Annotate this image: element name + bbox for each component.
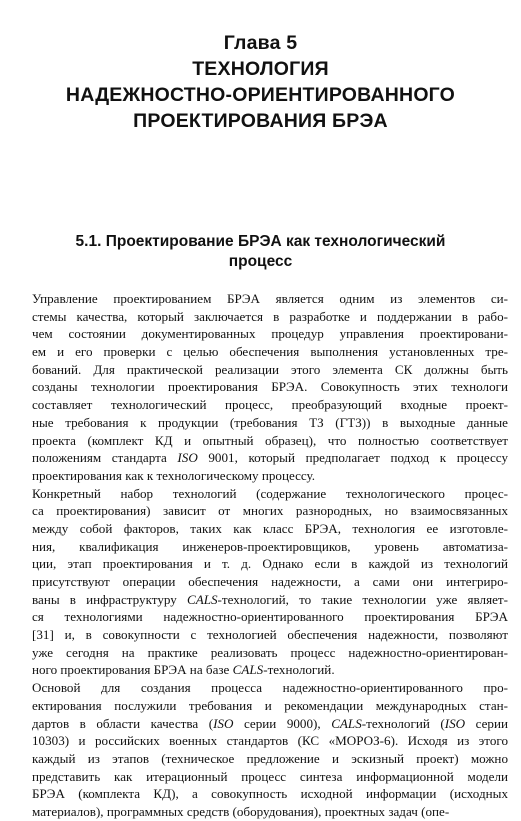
paragraph-line: ся технологиями надежностно-ориентированного проектирования БРЭА	[32, 609, 508, 625]
paragraph-line: БРЭА (комплекта КД), а совокупность исходной информации (исходных	[32, 786, 508, 802]
paragraph-line: материалов), программных средств (оборудования), проектных задач (опе-	[32, 803, 450, 819]
paragraph-line: са проектирования) зависит от многих разнородных, но взаимосвязанных	[32, 503, 508, 519]
paragraph-line: ваны в инфраструктуру CALS-технологий, то такие технологии уже являет-	[32, 591, 508, 607]
paragraph-line: каждый из этапов (техническое предложение и эскизный проект) можно	[32, 750, 508, 766]
paragraph-line: присутствуют операции обеспечения надежности, а сами они интегриро-	[32, 574, 508, 589]
paragraph-line: составляет технологический процесс, преобразующий входные проект-	[32, 397, 508, 413]
paragraph-line: [31] и, в совокупности с технологией обеспечения надежности, позволяют	[32, 627, 508, 643]
paragraph-line: Основой для создания процесса надежностно-ориентированного про-	[32, 680, 508, 696]
section-heading	[0, 232, 521, 272]
paragraph-line: Управление проектированием БРЭА является одним из элементов си-	[32, 291, 508, 306]
paragraph-line: положениям стандарта ISO 9001, который предполагает подход к процессу	[32, 450, 508, 466]
section-title-line-1: 5.1. Проектирование БРЭА как технологический	[75, 233, 446, 250]
section-title-line-2: процесс	[228, 253, 293, 270]
chapter-number: Глава 5	[223, 32, 298, 54]
paragraph-line: ем и его проверки с целью обеспечения выполнения установленных тре-	[32, 344, 508, 360]
paragraph-line: бований. Для практической реализации этого элемента СК должны быть	[32, 361, 508, 377]
paragraph-line: Конкретный набор технологий (содержание технологического процес-	[32, 485, 508, 501]
paragraph-line: стемы качества, который заключается в разработке и поддержании в рабо-	[32, 308, 508, 324]
chapter-heading	[0, 30, 521, 134]
chapter-title-line-3: ПРОЕКТИРОВАНИЯ БРЭА	[133, 110, 388, 132]
paragraph-line: ного проектирования БРЭА на базе CALS-технологий.	[32, 662, 335, 678]
paragraph	[32, 485, 508, 680]
paragraph-line: 10303) и российских военных стандартов (КС «МОРОЗ-6). Исходя из этого	[32, 733, 508, 749]
paragraph-line: представить как итерационный процесс синтеза информационной модели	[32, 768, 508, 784]
paragraph-line: чем состоянии документированных процедур управления проектировани-	[32, 326, 508, 342]
paragraph-line: проектирования как к технологическому процессу.	[32, 467, 316, 483]
paragraph	[32, 679, 508, 821]
paragraph-line: ния, квалификация инженеров-проектировщиков, уровень автоматиза-	[32, 538, 508, 554]
paragraph-line: проекта (комплект КД и опытный образец), что полностью соответствует	[32, 432, 508, 448]
chapter-title-line-2: НАДЕЖНОСТНО-ОРИЕНТИРОВАННОГО	[65, 84, 456, 106]
paragraph-line: ные требования к продукции (требования ТЗ (ГТЗ)) в выходные данные	[32, 414, 508, 430]
body-text	[32, 290, 508, 821]
paragraph-line: ектирования послужили требования и рекомендации международных стан-	[32, 697, 508, 713]
paragraph-line: созданы технологии проектирования БРЭА. Совокупность этих технологи	[32, 379, 508, 395]
paragraph-line: уже сегодня на практике реализовать процесс надежностно-ориентирован-	[32, 644, 508, 660]
paragraph-line: дартов в области качества (ISO серии 9000), CALS-технологий (ISO серии	[32, 715, 508, 731]
paragraph-line: ции, этап проектирования и т. д. Однако если в каждой из технологий	[32, 556, 508, 572]
paragraph	[32, 290, 508, 485]
chapter-title-line-1: ТЕХНОЛОГИЯ	[192, 58, 329, 80]
paragraph-line: между собой факторов, таких как класс БРЭА, технология ее изготовле-	[32, 520, 508, 536]
